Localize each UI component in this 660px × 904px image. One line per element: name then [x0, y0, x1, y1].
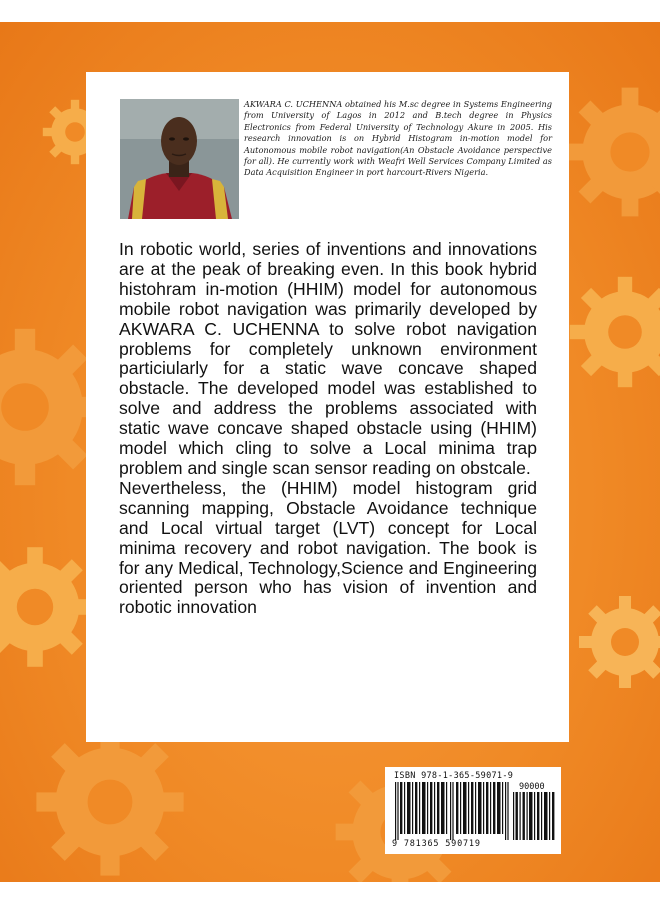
book-description	[119, 240, 537, 618]
barcode-addon-bars	[513, 792, 555, 840]
isbn-barcode	[385, 767, 561, 854]
description-paragraph: In robotic world, series of inventions and innovations are at the peak of breaking even. In this book hybrid histohram in-motion (HHIM) model for autonomous mobile robot navigation was primarily developed by AKWARA C. UCHENNA to solve robot navigation problems for completely unknown environment particiularly for a static wave concave shaped obstacle. The developed model was established to solve and address the problems associated with static wave concave shaped obstacle using (HHIM) model which cling to solve a Local minima trap problem and single scan sensor reading on obstcale.	[119, 239, 537, 478]
text-panel	[86, 72, 569, 742]
gear-icon	[575, 592, 660, 692]
gear-icon	[560, 82, 660, 222]
author-photo	[120, 99, 239, 219]
price-code: 90000	[519, 782, 545, 792]
gear-icon	[0, 542, 100, 672]
barcode-bars	[395, 782, 509, 840]
gear-icon	[30, 722, 190, 882]
isbn-digits: 9 781365 590719	[392, 839, 481, 849]
description-paragraph: Nevertheless, the (HHIM) model histogram grid scanning mapping, Obstacle Avoidance technique and Local virtual target (LVT) concept for Local minima recovery and robot navigation. The book is for any Medical, Technology,Science and Engineering oriented person who has vision of invention and robotic innovation	[119, 477, 537, 618]
gear-icon	[565, 272, 660, 392]
author-bio: AKWARA C. UCHENNA obtained his M.sc degree in Systems Engineering from University of Lagos in 2012 and B.tech degree in Physics Electronics from Federal University of Technology Akure in 2005. His research innovation is on Hybrid Histogram in-motion model for Autonomous mobile robot navigation(An Obstacle Avoidance perspective for all). He currently work with Weafri Well Services Company Limited as Data Acquisition Engineer in port harcourt-Rivers Nigeria.	[244, 99, 552, 178]
isbn-label: ISBN 978-1-365-59071-9	[394, 771, 514, 781]
back-cover	[0, 22, 660, 882]
